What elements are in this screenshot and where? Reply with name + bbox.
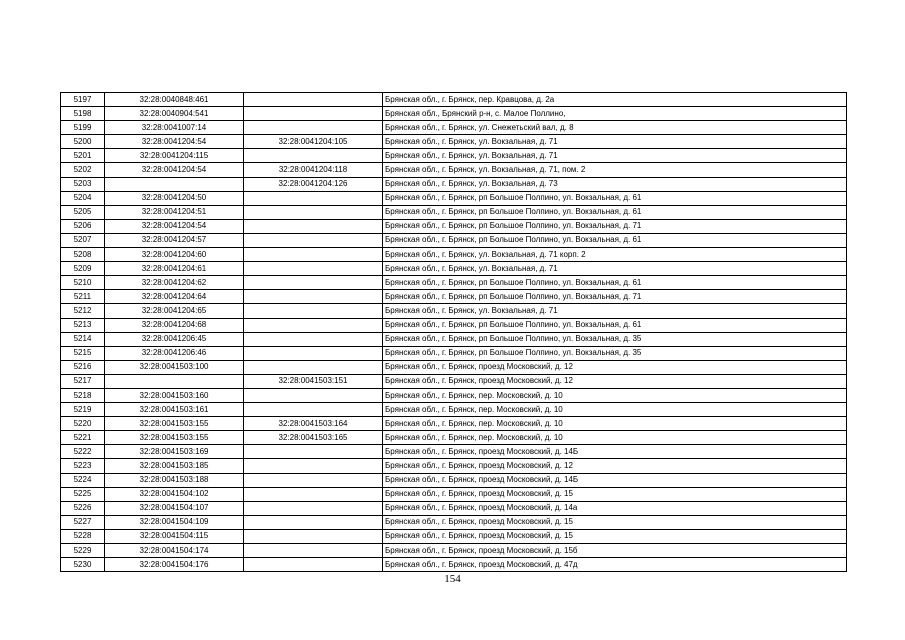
address-cell: Брянская обл., г. Брянск, проезд Московский, д. 15 [383, 487, 847, 501]
row-number-cell: 5203 [61, 177, 105, 191]
cadastral-number-cell: 32:28:0041503:185 [105, 459, 244, 473]
row-number-cell: 5197 [61, 93, 105, 107]
address-cell: Брянская обл., г. Брянск, ул. Вокзальная, д. 71 [383, 135, 847, 149]
cadastral-number-cell: 32:28:0041204:51 [105, 205, 244, 219]
row-number-cell: 5209 [61, 262, 105, 276]
address-cell: Брянская обл., г. Брянск, проезд Московский, д. 47д [383, 558, 847, 572]
table-row [61, 163, 847, 177]
related-cadastral-number-cell [244, 304, 383, 318]
table-row [61, 346, 847, 360]
related-cadastral-number-cell [244, 445, 383, 459]
address-cell: Брянская обл., г. Брянск, пер. Кравцова, д. 2а [383, 93, 847, 107]
cadastral-number-cell [105, 177, 244, 191]
cadastral-number-cell: 32:28:0041204:65 [105, 304, 244, 318]
related-cadastral-number-cell [244, 149, 383, 163]
related-cadastral-number-cell [244, 501, 383, 515]
table-row [61, 360, 847, 374]
table-row [61, 107, 847, 121]
row-number-cell: 5228 [61, 529, 105, 543]
cadastral-number-cell: 32:28:0041504:115 [105, 529, 244, 543]
row-number-cell: 5218 [61, 388, 105, 402]
table-row [61, 219, 847, 233]
cadastral-number-cell: 32:28:0041204:54 [105, 163, 244, 177]
table-row [61, 431, 847, 445]
address-cell: Брянская обл., г. Брянск, рп Большое Полпино, ул. Вокзальная, д. 61 [383, 233, 847, 247]
related-cadastral-number-cell [244, 360, 383, 374]
table-row [61, 262, 847, 276]
table-row [61, 121, 847, 135]
cadastral-number-cell [105, 374, 244, 388]
address-cell: Брянская обл., г. Брянск, рп Большое Полпино, ул. Вокзальная, д. 71 [383, 219, 847, 233]
address-cell: Брянская обл., г. Брянск, ул. Вокзальная, д. 71 [383, 304, 847, 318]
related-cadastral-number-cell [244, 332, 383, 346]
cadastral-number-cell: 32:28:0041204:61 [105, 262, 244, 276]
cadastral-number-cell: 32:28:0040848:461 [105, 93, 244, 107]
address-cell: Брянская обл., г. Брянск, проезд Московский, д. 15 [383, 529, 847, 543]
related-cadastral-number-cell [244, 459, 383, 473]
address-cell: Брянская обл., г. Брянск, ул. Вокзальная, д. 71 [383, 262, 847, 276]
related-cadastral-number-cell [244, 403, 383, 417]
related-cadastral-number-cell [244, 346, 383, 360]
row-number-cell: 5220 [61, 417, 105, 431]
address-cell: Брянская обл., г. Брянск, рп Большое Полпино, ул. Вокзальная, д. 61 [383, 205, 847, 219]
related-cadastral-number-cell: 32:28:0041503:164 [244, 417, 383, 431]
row-number-cell: 5205 [61, 205, 105, 219]
related-cadastral-number-cell [244, 529, 383, 543]
table-row [61, 233, 847, 247]
table-row [61, 318, 847, 332]
address-cell: Брянская обл., г. Брянск, проезд Московский, д. 15 [383, 515, 847, 529]
related-cadastral-number-cell [244, 107, 383, 121]
row-number-cell: 5219 [61, 403, 105, 417]
address-cell: Брянская обл., г. Брянск, рп Большое Полпино, ул. Вокзальная, д. 35 [383, 332, 847, 346]
related-cadastral-number-cell [244, 544, 383, 558]
table-row [61, 445, 847, 459]
address-cell: Брянская обл., г. Брянск, рп Большое Полпино, ул. Вокзальная, д. 61 [383, 191, 847, 205]
row-number-cell: 5221 [61, 431, 105, 445]
cadastral-number-cell: 32:28:0040904:541 [105, 107, 244, 121]
row-number-cell: 5199 [61, 121, 105, 135]
cadastral-number-cell: 32:28:0041504:109 [105, 515, 244, 529]
address-cell: Брянская обл., г. Брянск, проезд Московский, д. 14а [383, 501, 847, 515]
related-cadastral-number-cell [244, 388, 383, 402]
table-row [61, 417, 847, 431]
address-cell: Брянская обл., г. Брянск, пер. Московский, д. 10 [383, 403, 847, 417]
cadastral-number-cell: 32:28:0041503:169 [105, 445, 244, 459]
cadastral-number-cell: 32:28:0041204:64 [105, 290, 244, 304]
address-cell: Брянская обл., г. Брянск, ул. Вокзальная, д. 73 [383, 177, 847, 191]
cadastral-number-cell: 32:28:0041503:161 [105, 403, 244, 417]
table-row [61, 332, 847, 346]
row-number-cell: 5217 [61, 374, 105, 388]
related-cadastral-number-cell [244, 219, 383, 233]
cadastral-number-cell: 32:28:0041206:46 [105, 346, 244, 360]
table-row [61, 276, 847, 290]
related-cadastral-number-cell [244, 248, 383, 262]
row-number-cell: 5224 [61, 473, 105, 487]
table-row [61, 304, 847, 318]
cadastral-number-cell: 32:28:0041204:68 [105, 318, 244, 332]
table-row [61, 191, 847, 205]
page-number: 154 [444, 573, 461, 585]
address-cell: Брянская обл., г. Брянск, ул. Вокзальная, д. 71 [383, 149, 847, 163]
row-number-cell: 5210 [61, 276, 105, 290]
cadastral-number-cell: 32:28:0041007:14 [105, 121, 244, 135]
address-cell: Брянская обл., г. Брянск, проезд Московский, д. 12 [383, 360, 847, 374]
cadastral-number-cell: 32:28:0041206:45 [105, 332, 244, 346]
related-cadastral-number-cell [244, 233, 383, 247]
cadastral-number-cell: 32:28:0041204:60 [105, 248, 244, 262]
address-cell: Брянская обл., г. Брянск, пер. Московский, д. 10 [383, 388, 847, 402]
cadastral-number-cell: 32:28:0041204:50 [105, 191, 244, 205]
related-cadastral-number-cell: 32:28:0041204:118 [244, 163, 383, 177]
related-cadastral-number-cell [244, 262, 383, 276]
table-body [61, 93, 847, 572]
table-row [61, 515, 847, 529]
table-row [61, 149, 847, 163]
address-cell: Брянская обл., г. Брянск, рп Большое Полпино, ул. Вокзальная, д. 61 [383, 276, 847, 290]
related-cadastral-number-cell [244, 205, 383, 219]
table-row [61, 487, 847, 501]
address-cell: Брянская обл., г. Брянск, проезд Московский, д. 14Б [383, 445, 847, 459]
related-cadastral-number-cell [244, 191, 383, 205]
related-cadastral-number-cell [244, 121, 383, 135]
address-cell: Брянская обл., г. Брянск, ул. Вокзальная, д. 71 корп. 2 [383, 248, 847, 262]
related-cadastral-number-cell [244, 276, 383, 290]
row-number-cell: 5211 [61, 290, 105, 304]
address-cell: Брянская обл., г. Брянск, проезд Московский, д. 12 [383, 459, 847, 473]
row-number-cell: 5202 [61, 163, 105, 177]
related-cadastral-number-cell [244, 558, 383, 572]
row-number-cell: 5229 [61, 544, 105, 558]
row-number-cell: 5226 [61, 501, 105, 515]
related-cadastral-number-cell [244, 93, 383, 107]
cadastral-table [60, 92, 847, 572]
table-row [61, 374, 847, 388]
related-cadastral-number-cell [244, 487, 383, 501]
table-row [61, 544, 847, 558]
table-row [61, 135, 847, 149]
cadastral-number-cell: 32:28:0041503:160 [105, 388, 244, 402]
table-row [61, 177, 847, 191]
row-number-cell: 5208 [61, 248, 105, 262]
table-row [61, 558, 847, 572]
row-number-cell: 5206 [61, 219, 105, 233]
row-number-cell: 5198 [61, 107, 105, 121]
table-row [61, 459, 847, 473]
related-cadastral-number-cell: 32:28:0041204:126 [244, 177, 383, 191]
table-row [61, 501, 847, 515]
cadastral-number-cell: 32:28:0041204:54 [105, 135, 244, 149]
row-number-cell: 5230 [61, 558, 105, 572]
table-row [61, 93, 847, 107]
address-cell: Брянская обл., г. Брянск, пер. Московский, д. 10 [383, 417, 847, 431]
address-cell: Брянская обл., г. Брянск, проезд Московский, д. 15б [383, 544, 847, 558]
cadastral-number-cell: 32:28:0041204:115 [105, 149, 244, 163]
row-number-cell: 5216 [61, 360, 105, 374]
related-cadastral-number-cell [244, 473, 383, 487]
address-cell: Брянская обл., г. Брянск, рп Большое Полпино, ул. Вокзальная, д. 71 [383, 290, 847, 304]
table-row [61, 205, 847, 219]
row-number-cell: 5213 [61, 318, 105, 332]
cadastral-number-cell: 32:28:0041504:107 [105, 501, 244, 515]
row-number-cell: 5204 [61, 191, 105, 205]
row-number-cell: 5215 [61, 346, 105, 360]
row-number-cell: 5214 [61, 332, 105, 346]
cadastral-number-cell: 32:28:0041503:188 [105, 473, 244, 487]
address-cell: Брянская обл., Брянский р-н, с. Малое Поллино, [383, 107, 847, 121]
row-number-cell: 5227 [61, 515, 105, 529]
table-row [61, 473, 847, 487]
cadastral-number-cell: 32:28:0041503:100 [105, 360, 244, 374]
address-cell: Брянская обл., г. Брянск, рп Большое Полпино, ул. Вокзальная, д. 61 [383, 318, 847, 332]
row-number-cell: 5207 [61, 233, 105, 247]
table-row [61, 529, 847, 543]
address-cell: Брянская обл., г. Брянск, проезд Московский, д. 14Б [383, 473, 847, 487]
cadastral-number-cell: 32:28:0041503:155 [105, 431, 244, 445]
cadastral-number-cell: 32:28:0041204:54 [105, 219, 244, 233]
row-number-cell: 5201 [61, 149, 105, 163]
address-cell: Брянская обл., г. Брянск, ул. Вокзальная, д. 71, пом. 2 [383, 163, 847, 177]
cadastral-number-cell: 32:28:0041504:174 [105, 544, 244, 558]
related-cadastral-number-cell: 32:28:0041204:105 [244, 135, 383, 149]
related-cadastral-number-cell: 32:28:0041503:151 [244, 374, 383, 388]
table-row [61, 248, 847, 262]
address-cell: Брянская обл., г. Брянск, ул. Снежетьский вал, д. 8 [383, 121, 847, 135]
row-number-cell: 5223 [61, 459, 105, 473]
cadastral-number-cell: 32:28:0041504:102 [105, 487, 244, 501]
row-number-cell: 5222 [61, 445, 105, 459]
cadastral-number-cell: 32:28:0041503:155 [105, 417, 244, 431]
related-cadastral-number-cell [244, 290, 383, 304]
related-cadastral-number-cell [244, 515, 383, 529]
row-number-cell: 5212 [61, 304, 105, 318]
cadastral-number-cell: 32:28:0041204:57 [105, 233, 244, 247]
row-number-cell: 5225 [61, 487, 105, 501]
address-cell: Брянская обл., г. Брянск, пер. Московский, д. 10 [383, 431, 847, 445]
table-row [61, 403, 847, 417]
related-cadastral-number-cell [244, 318, 383, 332]
cadastral-number-cell: 32:28:0041504:176 [105, 558, 244, 572]
table-row [61, 290, 847, 304]
row-number-cell: 5200 [61, 135, 105, 149]
address-cell: Брянская обл., г. Брянск, рп Большое Полпино, ул. Вокзальная, д. 35 [383, 346, 847, 360]
address-cell: Брянская обл., г. Брянск, проезд Московский, д. 12 [383, 374, 847, 388]
related-cadastral-number-cell: 32:28:0041503:165 [244, 431, 383, 445]
cadastral-number-cell: 32:28:0041204:62 [105, 276, 244, 290]
table-row [61, 388, 847, 402]
